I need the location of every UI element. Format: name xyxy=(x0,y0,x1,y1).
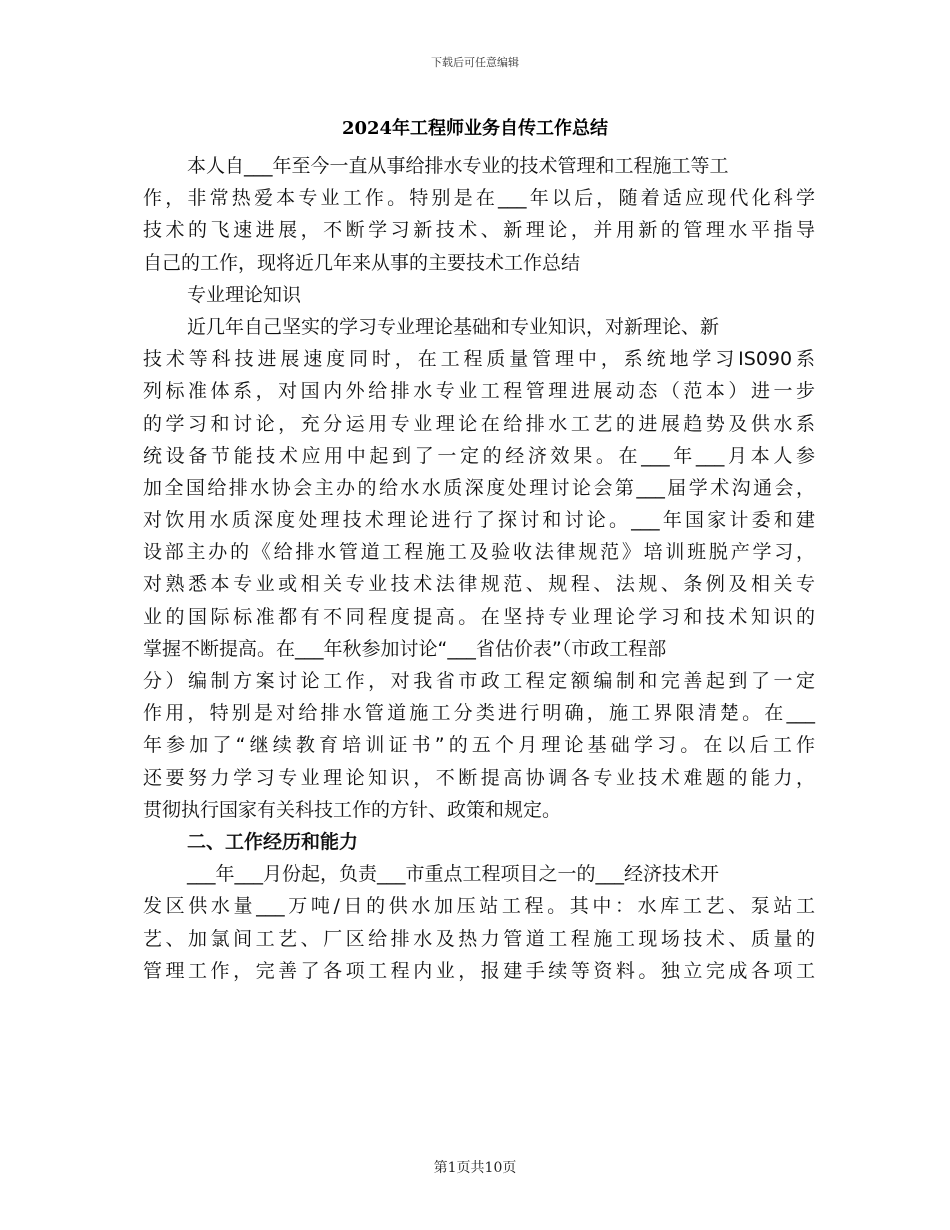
body-line: 列标准体系，对国内外给排水专业工程管理进展动态（范本）进一步 xyxy=(143,380,815,403)
body-line: 还要努力学习专业理论知识，不断提高协调各专业技术难题的能力， xyxy=(143,766,815,789)
body-line: 技术的飞速进展，不断学习新技术、新理论，并用新的管理水平指导 xyxy=(143,219,815,242)
body-line: 加全国给排水协会主办的给水水质深度处理讨论会第___届学术沟通会， xyxy=(143,476,815,499)
body-line: 分）编制方案讨论工作，对我省市政工程定额编制和完善起到了一定 xyxy=(143,670,815,692)
body-line: 技术等科技进展速度同时，在工程质量管理中，系统地学习IS090系 xyxy=(143,348,815,371)
page-footer-number: 第1页共10页 xyxy=(433,1160,517,1176)
body-line: 统设备节能技术应用中起到了一定的经济效果。在___年___月本人参 xyxy=(143,444,815,467)
section-heading: 二、工作经历和能力 xyxy=(187,830,359,853)
body-line: 设部主办的《给排水管道工程施工及验收法律规范》培训班脱产学习， xyxy=(143,541,815,564)
body-line: 掌握不断提高。在___年秋参加讨论“___省估价表”（市政工程部 xyxy=(143,637,667,660)
body-line: 艺、加氯间工艺、厂区给排水及热力管道工程施工现场技术、质量的 xyxy=(143,927,815,950)
body-line: 自己的工作，现将近几年来从事的主要技术工作总结 xyxy=(143,251,581,274)
body-line: 管理工作，完善了各项工程内业，报建手续等资料。独立完成各项工 xyxy=(143,959,815,982)
document-body xyxy=(143,150,815,987)
body-line: ___年___月份起，负责___市重点工程项目之一的___经济技术开 xyxy=(187,863,720,886)
body-line: 的学习和讨论，充分运用专业理论在给排水工艺的进展趋势及供水系 xyxy=(143,412,815,435)
body-line: 对熟悉本专业或相关专业技术法律规范、规程、法规、条例及相关专 xyxy=(143,573,815,596)
section-subheading: 专业理论知识 xyxy=(187,283,302,306)
document-title: 2024年工程师业务自传工作总结 xyxy=(341,118,609,139)
body-line: 业的国际标准都有不同程度提高。在坚持专业理论学习和技术知识的 xyxy=(143,605,815,628)
body-line: 作，非常热爱本专业工作。特别是在___年以后，随着适应现代化科学 xyxy=(143,187,815,210)
body-line: 发区供水量___万吨/日的供水加压站工程。其中：水库工艺、泵站工 xyxy=(143,895,815,918)
body-line: 本人自___年至今一直从事给排水专业的技术管理和工程施工等工 xyxy=(187,155,729,177)
body-line: 对饮用水质深度处理技术理论进行了探讨和讨论。___年国家计委和建 xyxy=(143,509,815,532)
body-line: 近几年自己坚实的学习专业理论基础和专业知识，对新理论、新 xyxy=(187,315,720,338)
body-line: 作用，特别是对给排水管道施工分类进行明确，施工界限清楚。在___ xyxy=(143,702,815,725)
body-line: 贯彻执行国家有关科技工作的方针、政策和规定。 xyxy=(143,798,562,821)
body-line: 年参加了“继续教育培训证书”的五个月理论基础学习。在以后工作 xyxy=(143,734,815,757)
page-header-note: 下载后可任意编辑 xyxy=(431,56,519,69)
